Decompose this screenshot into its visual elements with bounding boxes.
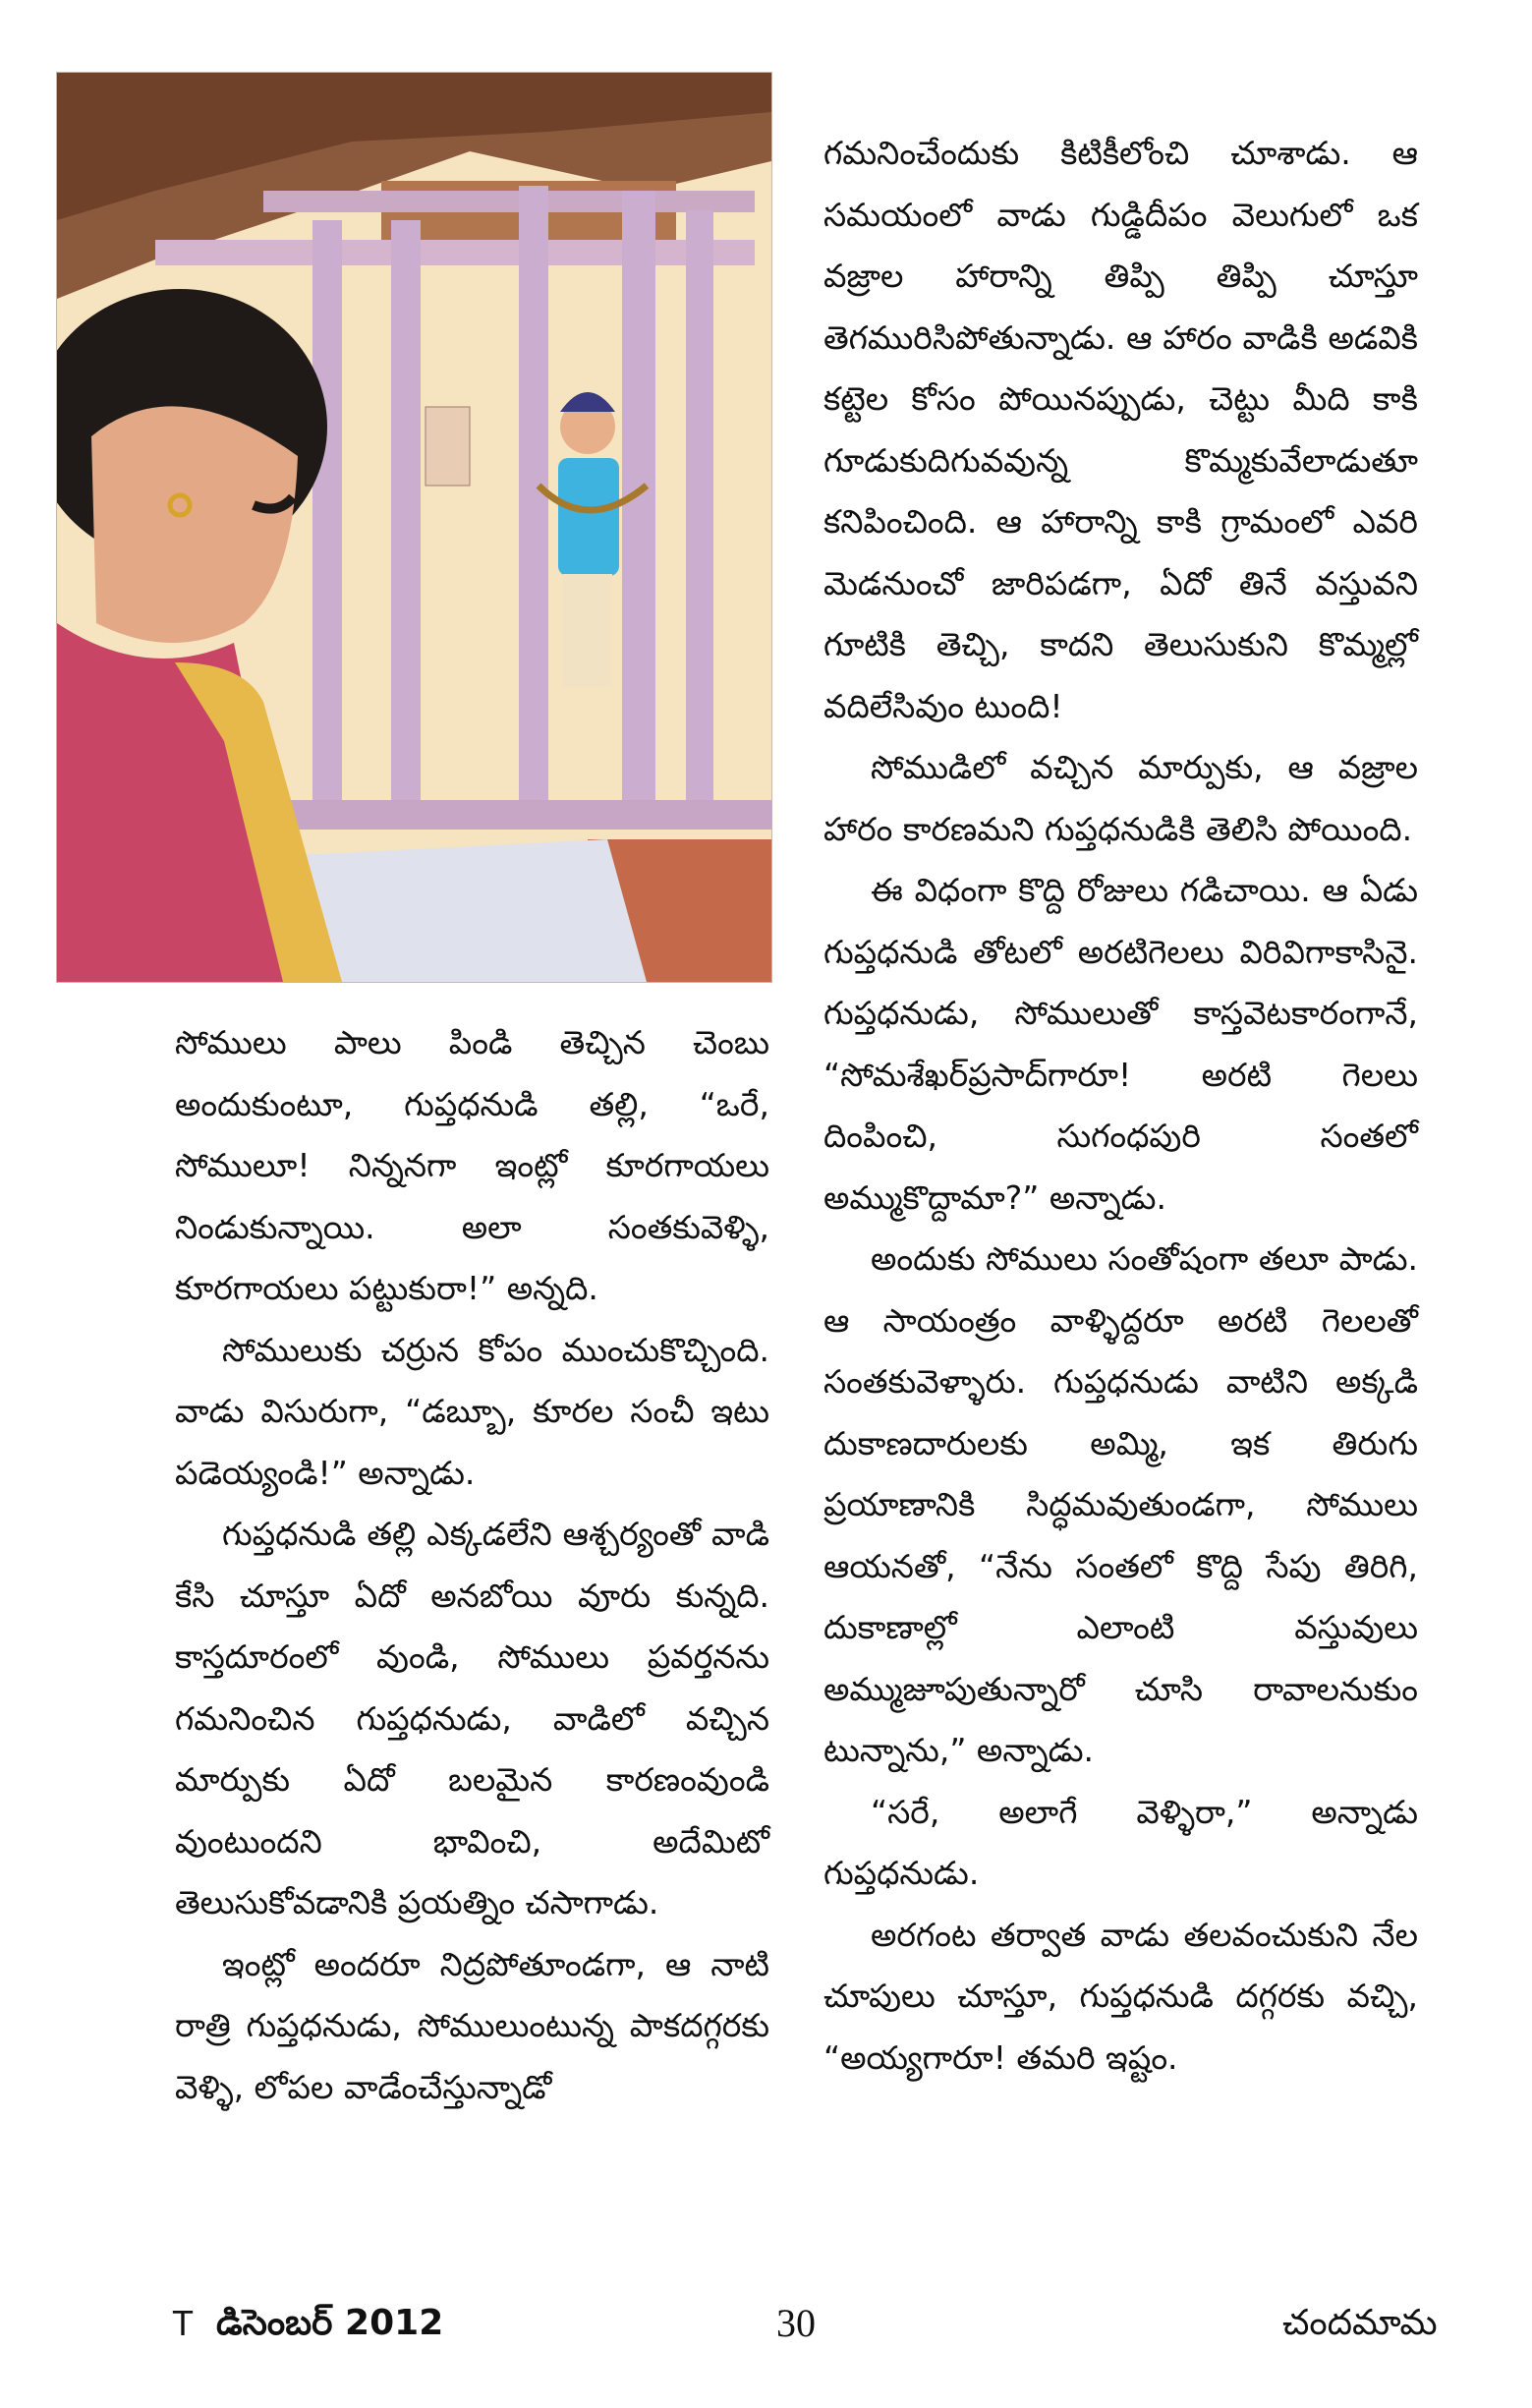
paragraph: సోముడిలో వచ్చిన మార్పుకు, ఆ వజ్రాల హారం కారణమని గుప్తధనుడికి తెలిసి పోయింది. — [823, 748, 1418, 848]
paragraph: అందుకు సోములు సంతోషంగా తలూ పాడు. ఆ సాయంత్రం వాళ్ళిద్దరూ అరటి గెలలతో సంతకువెళ్ళారు. గుప్తధనుడు వాటిని అక్కడి దుకాణదారులకు అమ్మి, ఇక తిరుగు ప్రయాణానికి సిద్ధమవుతుండగా, సోములు ఆయనతో, “నేను సంతలో కొద్ది సేపు తిరిగి, దుకాణాల్లో ఎలాంటి వస్తువులు అమ్ముజూపుతున్నారో చూసి రావాలనుకుం టున్నాను,” అన్నాడు. — [823, 1239, 1418, 1769]
footer-mark: T — [172, 2303, 194, 2343]
paragraph: గుప్తధనుడి తల్లి ఎక్కడలేని ఆశ్చర్యంతో వాడి కేసి చూస్తూ ఏదో అనబోయి వూరు కున్నది. కాస్తదూరంలో వుండి, సోములు ప్రవర్తనను గమనించిన గుప్తధనుడు, వాడిలో వచ్చిన మార్పుకు ఏదో బలమైన కారణంవుండి వుంటుందని భావించి, అదేమిటో తెలుసుకోవడానికి ప్రయత్నిం చసాగాడు. — [175, 1515, 769, 1921]
page-number: 30 — [776, 2301, 816, 2345]
illustration-art — [57, 73, 771, 982]
left-text-column — [175, 1012, 769, 2118]
paragraph: ఈ విధంగా కొద్ది రోజులు గడిచాయి. ఆ ఏడు గుప్తధనుడి తోటలో అరటిగెలలు విరివిగాకాసినై. గుప్తధనుడు, సోములుతో కాస్తవెటకారంగానే, “సోమశేఖర్‌ప్రసాద్‌గారూ! అరటి గెలలు దింపించి, సుగంధపురి సంతలో అమ్ముకొద్దామా?” అన్నాడు. — [823, 871, 1418, 1217]
story-illustration — [56, 72, 772, 983]
paragraph: అరగంట తర్వాత వాడు తలవంచుకుని నేల చూపులు చూస్తూ, గుప్తధనుడి దగ్గరకు వచ్చి, “అయ్యగారూ! తమరి ఇష్టం. — [823, 1915, 1418, 2077]
paragraph: “సరే, అలాగే వెళ్ళిరా,” అన్నాడు గుప్తధనుడు. — [823, 1792, 1418, 1892]
paragraph: సోములుకు చర్రున కోపం ముంచుకొచ్చింది. వాడు విసురుగా, “డబ్బూ, కూరల సంచీ ఇటు పడెయ్యండి!” అన్నాడు. — [175, 1330, 769, 1492]
paragraph: సోములు పాలు పిండి తెచ్చిన చెంబు అందుకుంటూ, గుప్తధనుడి తల్లి, “ఒరే, సోములూ! నిన్ననగా ఇంట్లో కూరగాయలు నిండుకున్నాయి. అలా సంతకువెళ్ళి, కూరగాయలు పట్టుకురా!” అన్నది. — [175, 1023, 769, 1307]
paragraph: ఇంట్లో అందరూ నిద్రపోతూండగా, ఆ నాటి రాత్రి గుప్తధనుడు, సోములుంటున్న పాకదగ్గరకు వెళ్ళి, లోపల వాడేంచేస్తున్నాడో — [175, 1944, 769, 2106]
paragraph: గమనించేందుకు కిటికీలోంచి చూశాడు. ఆ సమయంలో వాడు గుడ్డిదీపం వెలుగులో ఒక వజ్రాల హారాన్ని తిప్పి తిప్పి చూస్తూ తెగమురిసిపోతున్నాడు. ఆ హారం వాడికి అడవికి కట్టెల కోసం పోయినప్పుడు, చెట్టు మీది కాకి గూడుకుదిగువవున్న కొమ్మకువేలాడుతూ కనిపించింది. ఆ హారాన్ని కాకి గ్రామంలో ఎవరి మెడనుంచో జారిపడగా, ఏదో తినే వస్తువని గూటికి తెచ్చి, కాదని తెలుసుకుని కొమ్మల్లో వదిలేసివుం టుంది! — [823, 134, 1418, 725]
magazine-name: చందమామ — [1282, 2303, 1438, 2343]
right-text-column — [823, 123, 1418, 2089]
footer-issue-date: డిసెంబర్ 2012 — [216, 2303, 444, 2343]
